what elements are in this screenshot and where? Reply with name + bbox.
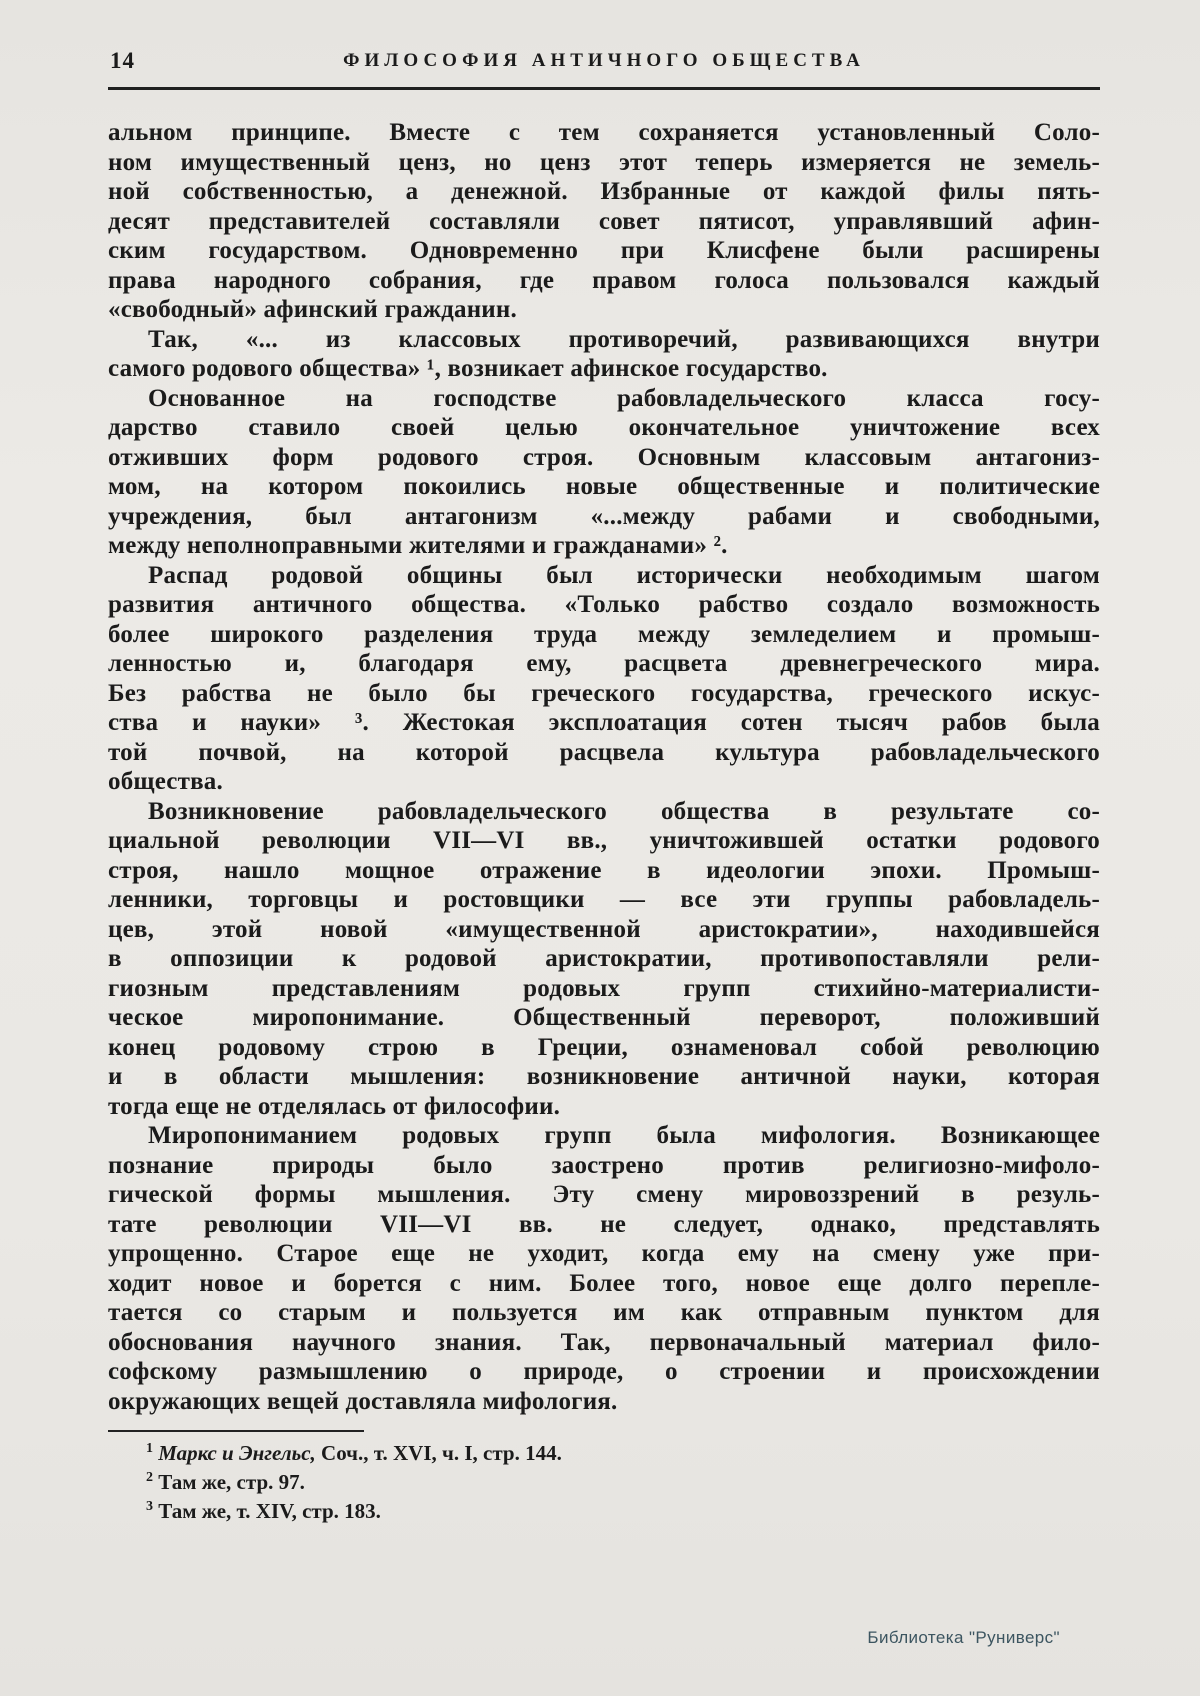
text-line: ленностью и, благодаря ему, расцвета древнегреческого мира. — [108, 650, 1100, 677]
text-line: цев, этой новой «имущественной аристократии», находившейся — [108, 915, 1100, 943]
text-line: права народного собрания, где правом голоса пользовался каждый — [108, 266, 1100, 294]
text-line: Основанное на господстве рабовладельческого класса госу- — [148, 384, 1100, 412]
paragraph — [108, 325, 1100, 384]
text-line: тается со старым и пользуется им как отправным пунктом для — [108, 1299, 1100, 1326]
footnote-author: Маркс и Энгельс, — [153, 1441, 316, 1465]
text-line: ства и науки» ³. Жестокая эксплоатация сотен тысяч рабов была — [108, 709, 1100, 736]
text-line: Возникновение рабовладельческого общества в результате со- — [148, 797, 1100, 825]
paragraph — [108, 384, 1100, 561]
page-content — [108, 44, 1100, 1526]
library-watermark: Библиотека "Руниверс" — [867, 1628, 1060, 1647]
paragraph — [108, 561, 1100, 797]
text-line: той почвой, на которой расцвела культура рабовладельческого — [108, 738, 1100, 766]
text-line: окружающих вещей доставляла мифология. — [108, 1387, 618, 1415]
text-line: познание природы было заострено против религиозно-мифоло- — [108, 1151, 1100, 1179]
footnote-marker: 2 — [146, 1470, 153, 1485]
text-line: Так, «... из классовых противоречий, развивающихся внутри — [148, 325, 1100, 353]
footnote — [108, 1497, 1100, 1526]
text-line: Миропониманием родовых групп была мифология. Возникающее — [148, 1122, 1100, 1149]
text-line: гиозным представлениям родовых групп стихийно-материалисти- — [108, 974, 1100, 1002]
text-line: и в области мышления: возникновение античной науки, которая — [108, 1063, 1100, 1090]
text-line: альном принципе. Вместе с тем сохраняется установленный Соло- — [108, 119, 1100, 146]
text-line: Распад родовой общины был исторически необходимым шагом — [148, 561, 1100, 589]
page-body — [108, 118, 1100, 1416]
footnotes-list — [108, 1439, 1100, 1526]
text-line: дарство ставило своей целью окончательное уничтожение всех — [108, 414, 1100, 441]
paragraph — [108, 118, 1100, 325]
paragraph — [108, 797, 1100, 1122]
text-line: самого родового общества» ¹, возникает афинское государство. — [108, 355, 828, 382]
text-line: упрощенно. Старое еще не уходит, когда ему на смену уже при- — [108, 1240, 1100, 1267]
text-line: циальной революции VII—VI вв., уничтожившей остатки родового — [108, 827, 1100, 854]
text-line: тате революции VII—VI вв. не следует, однако, представлять — [108, 1210, 1100, 1238]
footnote-text: Там же, т. XIV, стр. 183. — [153, 1499, 381, 1523]
footnote — [108, 1439, 1100, 1468]
running-title: ФИЛОСОФИЯ АНТИЧНОГО ОБЩЕСТВА — [343, 50, 865, 71]
text-line: тогда еще не отделялась от философии. — [108, 1092, 561, 1120]
header-rule — [108, 87, 1100, 90]
text-line: в оппозиции к родовой аристократии, противопоставляли рели- — [108, 945, 1100, 972]
text-line: ном имущественный ценз, но ценз этот теперь измеряется не земель- — [108, 148, 1100, 176]
text-line: учреждения, был антагонизм «...между рабами и свободными, — [108, 502, 1100, 530]
text-line: конец родовому строю в Греции, ознаменовал собой революцию — [108, 1033, 1100, 1061]
text-line: развития античного общества. «Только рабство создало возможность — [108, 591, 1100, 618]
text-line: ским государством. Одновременно при Клисфене были расширены — [108, 237, 1100, 264]
text-line: софскому размышлению о природе, о строении и происхождении — [108, 1358, 1100, 1385]
text-line: между неполноправными жителями и гражданами» ². — [108, 532, 728, 559]
text-line: более широкого разделения труда между земледелием и промыш- — [108, 620, 1100, 648]
footnote-text: Там же, стр. 97. — [153, 1470, 305, 1494]
paragraph — [108, 1121, 1100, 1416]
text-line: общества. — [108, 768, 223, 795]
footnote-marker: 1 — [146, 1441, 153, 1456]
footnote-rule — [108, 1430, 364, 1432]
text-line: отживших форм родового строя. Основным классовым антагониз- — [108, 443, 1100, 471]
text-line: гической формы мышления. Эту смену мировоззрений в резуль- — [108, 1181, 1100, 1208]
text-line: обоснования научного знания. Так, первоначальный материал фило- — [108, 1328, 1100, 1356]
footnote-marker: 3 — [146, 1499, 153, 1514]
text-line: ленники, торговцы и ростовщики — все эти группы рабовладель- — [108, 886, 1100, 913]
page-number: 14 — [110, 48, 135, 73]
text-line: «свободный» афинский гражданин. — [108, 296, 517, 323]
running-head — [108, 44, 1100, 80]
text-line: ческое миропонимание. Общественный переворот, положивший — [108, 1004, 1100, 1031]
text-line: десят представителей составляли совет пятисот, управлявший афин- — [108, 207, 1100, 235]
footnote-text: Соч., т. XVI, ч. I, стр. 144. — [315, 1441, 562, 1465]
text-line: Без рабства не было бы греческого государства, греческого искус- — [108, 679, 1100, 707]
footnote — [108, 1468, 1100, 1497]
text-line: ной собственностью, а денежной. Избранные от каждой филы пять- — [108, 178, 1100, 205]
text-line: ходит новое и борется с ним. Более того, новое еще долго перепле- — [108, 1269, 1100, 1297]
text-line: мом, на котором покоились новые общественные и политические — [108, 473, 1100, 500]
text-line: строя, нашло мощное отражение в идеологии эпохи. Промыш- — [108, 856, 1100, 884]
